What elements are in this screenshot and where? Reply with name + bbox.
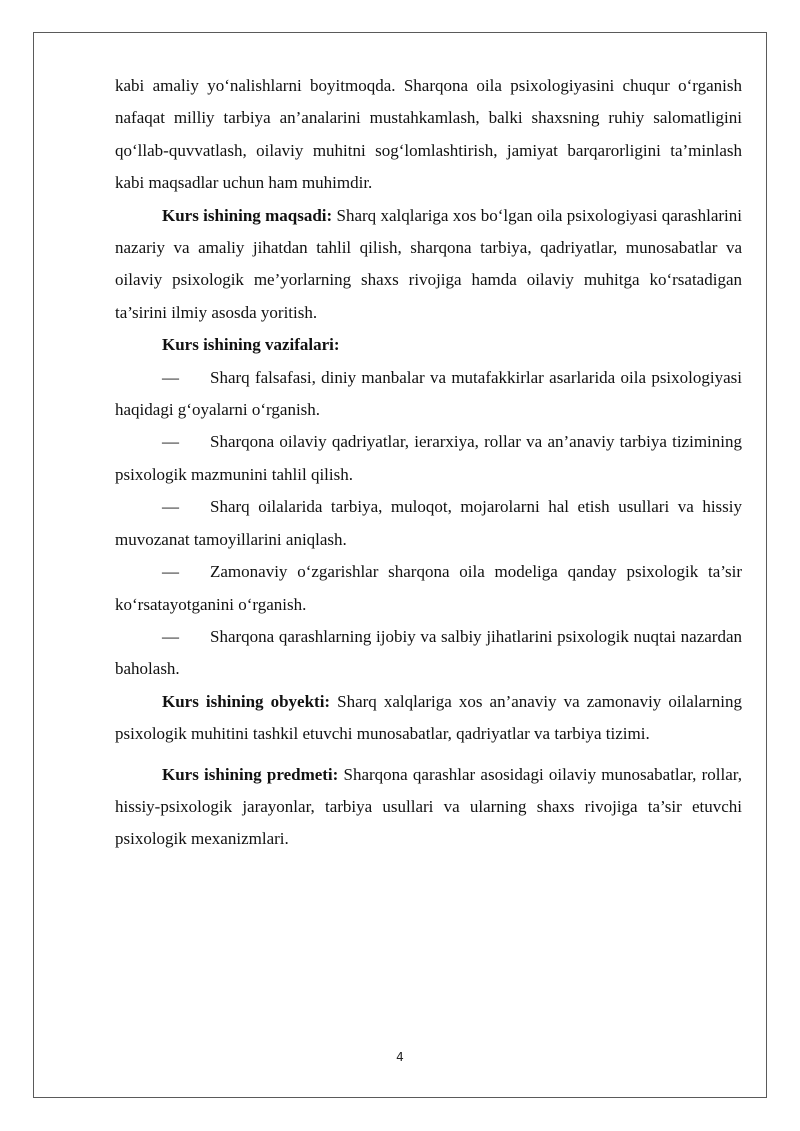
tasks-heading: Kurs ishining vazifalari: bbox=[162, 335, 340, 355]
intro-paragraph: kabi amaliy yo‘nalishlarni boyitmoqda. Sharqona oila psixologiyasini chuqur o‘rganish nafaqat milliy tarbiya an’analarini mustahkamlash, balki shaxsning ruhiy salomatligini qo‘llab-quvvatlash, oilaviy muhitni sog‘lomlashtirish, jamiyat barqarorligini ta’minlash kabi maqsadlar uchun ham muhimdir. bbox=[115, 76, 742, 193]
goal-text: Sharq xalqlariga xos bo‘lgan oila psixologiyasi qarashlarini nazariy va amaliy jihatdan tahlil qilish, sharqona tarbiya, qadriyatlar, munosabatlar va oilaviy psixologik me’yorlarning shaxs rivojiga hamda oilaviy muhitga ko‘rsatadigan ta’sirini ilmiy asosda yoritish. bbox=[115, 205, 743, 322]
task-text: Sharqona qarashlarning ijobiy va salbiy jihatlarini psixologik nuqtai nazardan baholash. bbox=[115, 626, 742, 679]
dash-bullet: — bbox=[162, 367, 179, 387]
task-text: Sharq oilalarida tarbiya, muloqot, mojarolarni hal etish usullari va hissiy muvozanat tamoyillarini aniqlash. bbox=[115, 497, 742, 549]
task-item-3 bbox=[115, 491, 742, 556]
task-item-2 bbox=[115, 426, 742, 491]
subject-label: Kurs ishining predmeti: bbox=[162, 764, 339, 784]
subject-paragraph bbox=[115, 759, 742, 856]
task-text: Zamonaviy o‘zgarishlar sharqona oila modeliga qanday psixologik ta’sir ko‘rsatayotganini o‘rganish. bbox=[115, 562, 742, 614]
object-text: Sharq xalqlariga xos an’anaviy va zamonaviy oilalarning psixologik muhitini tashkil etuvchi munosabatlar, qadriyatlar va tarbiya tizimi. bbox=[115, 691, 742, 744]
task-item-5 bbox=[115, 621, 742, 686]
dash-bullet: — bbox=[162, 432, 179, 452]
goal-paragraph bbox=[115, 200, 742, 330]
task-item-1 bbox=[115, 362, 742, 427]
dash-bullet: — bbox=[162, 626, 179, 646]
object-label: Kurs ishining obyekti: bbox=[162, 691, 331, 711]
dash-bullet: — bbox=[162, 562, 179, 582]
object-paragraph bbox=[115, 686, 742, 751]
dash-bullet: — bbox=[162, 497, 179, 517]
subject-text: Sharqona qarashlar asosidagi oilaviy munosabatlar, rollar, hissiy-psixologik jarayonlar, tarbiya usullari va ularning shaxs rivojiga ta’sir etuvchi psixologik mexanizmlari. bbox=[115, 764, 742, 849]
task-text: Sharq falsafasi, diniy manbalar va mutafakkirlar asarlarida oila psixologiyasi haqidagi g‘oyalarni o‘rganish. bbox=[115, 367, 742, 420]
goal-label: Kurs ishining maqsadi: bbox=[162, 205, 333, 225]
page-number: 4 bbox=[396, 1050, 404, 1064]
task-item-4 bbox=[115, 556, 742, 621]
page-body bbox=[115, 70, 742, 856]
task-text: Sharqona oilaviy qadriyatlar, ierarxiya, rollar va an’anaviy tarbiya tizimining psixologik mazmunini tahlil qilish. bbox=[115, 432, 742, 484]
